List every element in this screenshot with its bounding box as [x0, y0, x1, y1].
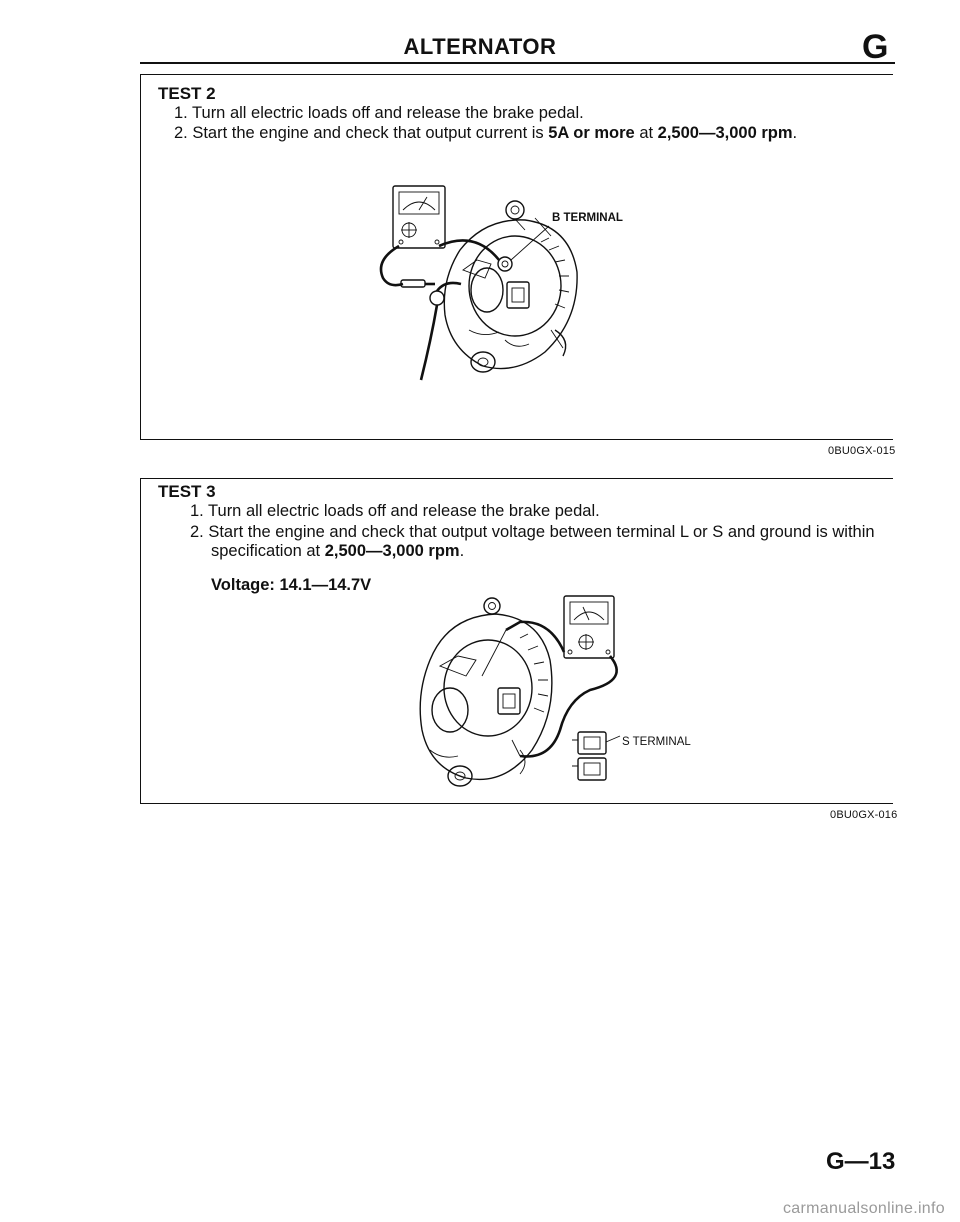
s-terminal-connector-icon — [572, 732, 606, 780]
ammeter-lead-negative — [381, 246, 403, 285]
test2-rpm-spec: 2,500—3,000 rpm — [657, 124, 793, 142]
test3-step2-text: specification at — [211, 542, 325, 560]
test2-step2 — [174, 124, 797, 143]
voltmeter-lead-positive — [520, 656, 617, 756]
test2-step2-end: . — [792, 124, 798, 142]
test2-step2-text: 2. Start the engine and check that output current is — [174, 124, 549, 142]
section-letter: G — [862, 28, 889, 66]
test3-rpm-spec: 2,500—3,000 rpm — [324, 542, 460, 560]
test3-step2-line2 — [211, 542, 464, 561]
test2-current-spec: 5A or more — [548, 124, 635, 142]
page-number: G—13 — [826, 1148, 896, 1175]
test2-title: TEST 2 — [158, 84, 216, 103]
test3-voltage-spec: Voltage: 14.1—14.7V — [211, 576, 372, 594]
test3-figure-code: 0BU0GX-016 — [830, 809, 898, 821]
alternator-icon — [444, 201, 577, 372]
ammeter-icon — [393, 186, 445, 248]
test3-title: TEST 3 — [158, 482, 216, 501]
battery-lead — [421, 305, 437, 380]
alternator-icon — [420, 598, 552, 786]
b-terminal-leader — [511, 226, 549, 260]
b-terminal-bolt — [498, 257, 512, 271]
page-title: ALTERNATOR — [403, 34, 557, 59]
test3-step1: 1. Turn all electric loads off and release the brake pedal. — [190, 502, 600, 520]
test2-step1: 1. Turn all electric loads off and release the brake pedal. — [174, 104, 584, 122]
test2-figure-code: 0BU0GX-015 — [828, 445, 896, 457]
watermark: carmanualsonline.info — [783, 1200, 945, 1217]
test2-step2-at: at — [634, 124, 658, 142]
voltmeter-icon — [564, 596, 614, 658]
test3-s-terminal-label: S TERMINAL — [622, 736, 691, 748]
header-rule — [140, 62, 895, 64]
test3-step2-end: . — [459, 542, 465, 560]
s-terminal-leader — [606, 736, 620, 742]
test3-illustration — [400, 590, 700, 800]
test2-b-terminal-label: B TERMINAL — [552, 212, 623, 224]
test3-step2-line1: 2. Start the engine and check that output voltage between terminal L or S and ground is within — [190, 523, 875, 541]
